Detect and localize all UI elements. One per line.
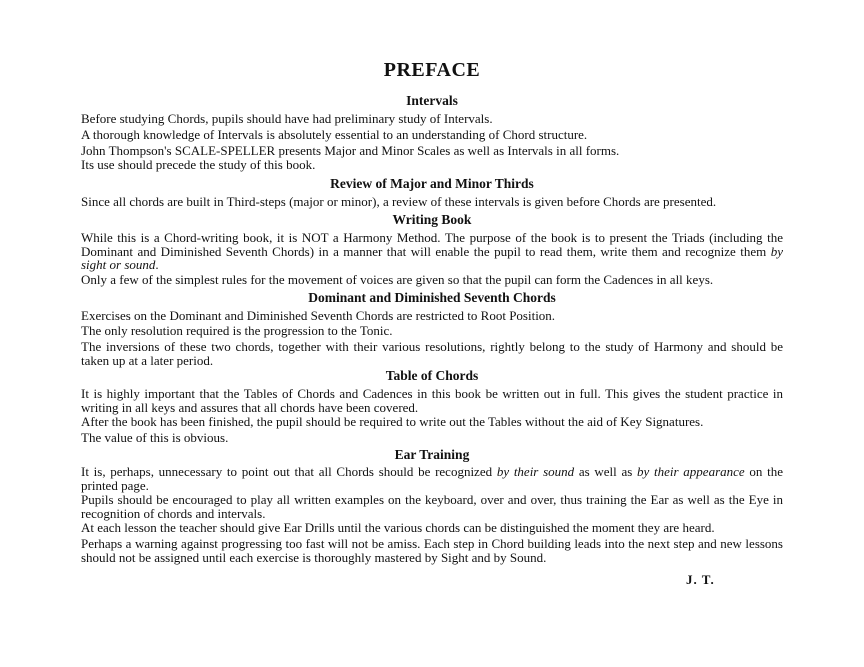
paragraph: Before studying Chords, pupils should have had preliminary study of Intervals. [81,111,493,126]
emphasis-text: by sight or sound [81,243,783,272]
paragraph: The value of this is obvious. [81,430,229,445]
paragraph: Its use should precede the study of this book. [81,157,316,172]
paragraph [81,465,783,492]
heading-seventh-chords: Dominant and Diminished Seventh Chords [308,290,556,305]
paragraph: A thorough knowledge of Intervals is absolutely essential to an understanding of Chord structure. [81,127,588,142]
paragraph: John Thompson's SCALE-SPELLER presents Major and Minor Scales as well as Intervals in all forms. [81,143,620,158]
emphasis-text: by their sound [496,464,575,479]
paragraph-text: as well as [574,464,638,479]
heading-ear-training: Ear Training [394,447,470,462]
paragraph: The inversions of these two chords, together with their various resolutions, rightly belong to the study of Harmony and should be taken up at a later period. [81,339,783,368]
signature: J. T. [686,572,715,587]
paragraph-text: While this is a Chord-writing book, it is NOT a Harmony Method. The purpose of the book is to present the Triads (including the Dominant and Diminished Seventh Chords) in a manner that will enable the pupil to read them, write them and recognize them [81,230,783,259]
heading-intervals: Intervals [406,93,458,108]
heading-writing-book: Writing Book [392,212,472,227]
paragraph: Only a few of the simplest rules for the movement of voices are given so that the pupil can form the Cadences in all keys. [81,272,714,287]
heading-review-thirds: Review of Major and Minor Thirds [330,176,534,191]
paragraph: At each lesson the teacher should give Ear Drills until the various chords can be distinguished the moment they are heard. [81,520,715,535]
paragraph-text: on the printed page. [81,464,783,493]
paragraph: Since all chords are built in Third-steps (major or minor), a review of these intervals is given before Chords are presented. [81,194,717,209]
paragraph: It is highly important that the Tables of Chords and Cadences in this book be written out in full. This gives the student practice in writing in all keys and assures that all chords have been covered. [81,386,783,415]
paragraph: Perhaps a warning against progressing too fast will not be amiss. Each step in Chord building leads into the next step and new lessons should not be assigned until each exercise is thoroughly mastered by Sight and by Sound. [81,536,783,565]
paragraph-text: . [155,257,159,272]
paragraph: The only resolution required is the progression to the Tonic. [81,323,393,338]
paragraph-text: It is, perhaps, unnecessary to point out that all Chords should be recognized [81,464,497,479]
paragraph: Pupils should be encouraged to play all written examples on the keyboard, over and over, thus training the Ear as well as the Eye in recognition of chords and intervals. [81,492,783,521]
page-title: PREFACE [383,59,481,81]
heading-table-of-chords: Table of Chords [385,368,479,383]
paragraph: Exercises on the Dominant and Diminished Seventh Chords are restricted to Root Position. [81,308,556,323]
emphasis-text: by their appearance [637,464,745,479]
paragraph [81,231,783,272]
paragraph: After the book has been finished, the pupil should be required to write out the Tables without the aid of Key Signatures. [81,414,704,429]
